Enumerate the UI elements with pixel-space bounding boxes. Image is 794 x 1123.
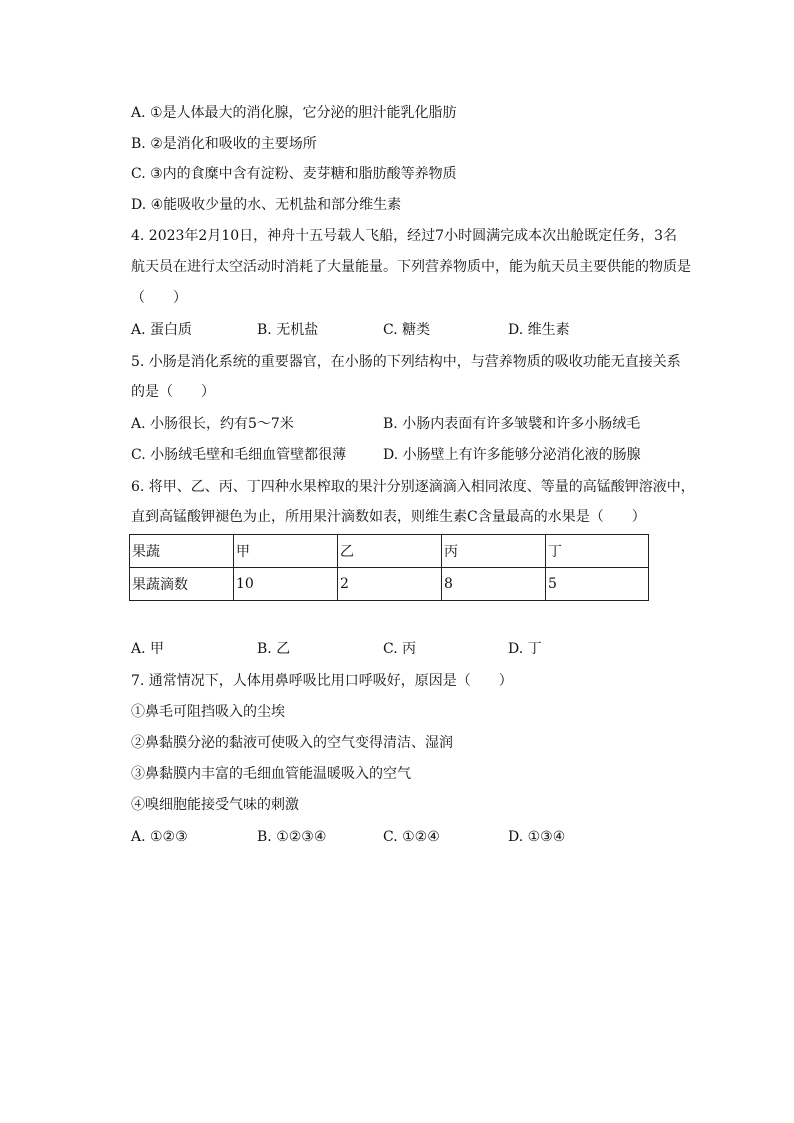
q5-stem-line2: 的是（ ） bbox=[131, 384, 215, 400]
q7-statement-3: ③鼻黏膜内丰富的毛细血管能温暖吸入的空气 bbox=[131, 766, 411, 782]
q5-option-a: A. 小肠很长，约有5～7米 bbox=[131, 416, 294, 432]
q7-statement-2: ②鼻黏膜分泌的黏液可使吸入的空气变得清洁、湿润 bbox=[131, 735, 453, 751]
q4-stem-line1: 4. 2023年2月10日，神舟十五号载人飞船，经过7小时圆满完成本次出舱既定任务，3名 bbox=[131, 228, 677, 244]
table-cell: 丙 bbox=[442, 535, 546, 568]
q5-option-b: B. 小肠内表面有许多皱襞和许多小肠绒毛 bbox=[383, 416, 641, 432]
table-row bbox=[130, 568, 649, 601]
q7-statement-4: ④嗅细胞能接受气味的刺激 bbox=[131, 797, 299, 813]
q3-option-b: B. ②是消化和吸收的主要场所 bbox=[131, 136, 317, 152]
table-header-row bbox=[130, 535, 649, 568]
q7-option-c: C. ①②④ bbox=[383, 829, 440, 845]
q5-option-c: C. 小肠绒毛壁和毛细血管壁都很薄 bbox=[131, 447, 347, 463]
q6-option-c: C. 丙 bbox=[383, 641, 417, 657]
q6-option-d: D. 丁 bbox=[508, 641, 542, 657]
q4-option-b: B. 无机盐 bbox=[257, 322, 319, 338]
table-cell: 乙 bbox=[338, 535, 442, 568]
q7-option-a: A. ①②③ bbox=[131, 829, 188, 845]
q3-option-c: C. ③内的食糜中含有淀粉、麦芽糖和脂肪酸等养物质 bbox=[131, 166, 457, 182]
q7-option-d: D. ①③④ bbox=[508, 829, 566, 845]
q6-option-a: A. 甲 bbox=[131, 641, 165, 657]
q4-stem-line3: （ ） bbox=[131, 290, 187, 306]
q3-option-d: D. ④能吸收少量的水、无机盐和部分维生素 bbox=[131, 197, 402, 213]
table-cell: 果蔬滴数 bbox=[130, 568, 234, 601]
q5-option-d: D. 小肠壁上有许多能够分泌消化液的肠腺 bbox=[383, 447, 641, 463]
table-cell: 果蔬 bbox=[130, 535, 234, 568]
q6-stem-line2: 直到高锰酸钾褪色为止，所用果汁滴数如表，则维生素C含量最高的水果是（ ） bbox=[131, 509, 646, 525]
q5-stem-line1: 5. 小肠是消化系统的重要器官，在小肠的下列结构中，与营养物质的吸收功能无直接关系 bbox=[131, 354, 681, 370]
table-cell: 8 bbox=[442, 568, 546, 601]
table-cell: 10 bbox=[234, 568, 338, 601]
q6-stem-line1: 6. 将甲、乙、丙、丁四种水果榨取的果汁分别逐滴滴入相同浓度、等量的高锰酸钾溶液中， bbox=[131, 479, 695, 495]
q4-option-a: A. 蛋白质 bbox=[131, 322, 193, 338]
q7-option-b: B. ①②③④ bbox=[257, 829, 327, 845]
q6-option-b: B. 乙 bbox=[257, 641, 291, 657]
table-cell: 甲 bbox=[234, 535, 338, 568]
q4-option-d: D. 维生素 bbox=[508, 322, 570, 338]
q4-stem-line2: 航天员在进行太空活动时消耗了大量能量。下列营养物质中，能为航天员主要供能的物质是 bbox=[131, 259, 691, 275]
fruit-drops-table bbox=[129, 534, 649, 601]
table-cell: 2 bbox=[338, 568, 442, 601]
q4-option-c: C. 糖类 bbox=[383, 322, 431, 338]
q7-stem: 7. 通常情况下，人体用鼻呼吸比用口呼吸好，原因是（ ） bbox=[131, 673, 513, 689]
table-cell: 5 bbox=[546, 568, 649, 601]
q3-option-a: A. ①是人体最大的消化腺，它分泌的胆汁能乳化脂肪 bbox=[131, 105, 457, 121]
table-cell: 丁 bbox=[546, 535, 649, 568]
q7-statement-1: ①鼻毛可阻挡吸入的尘埃 bbox=[131, 704, 285, 720]
